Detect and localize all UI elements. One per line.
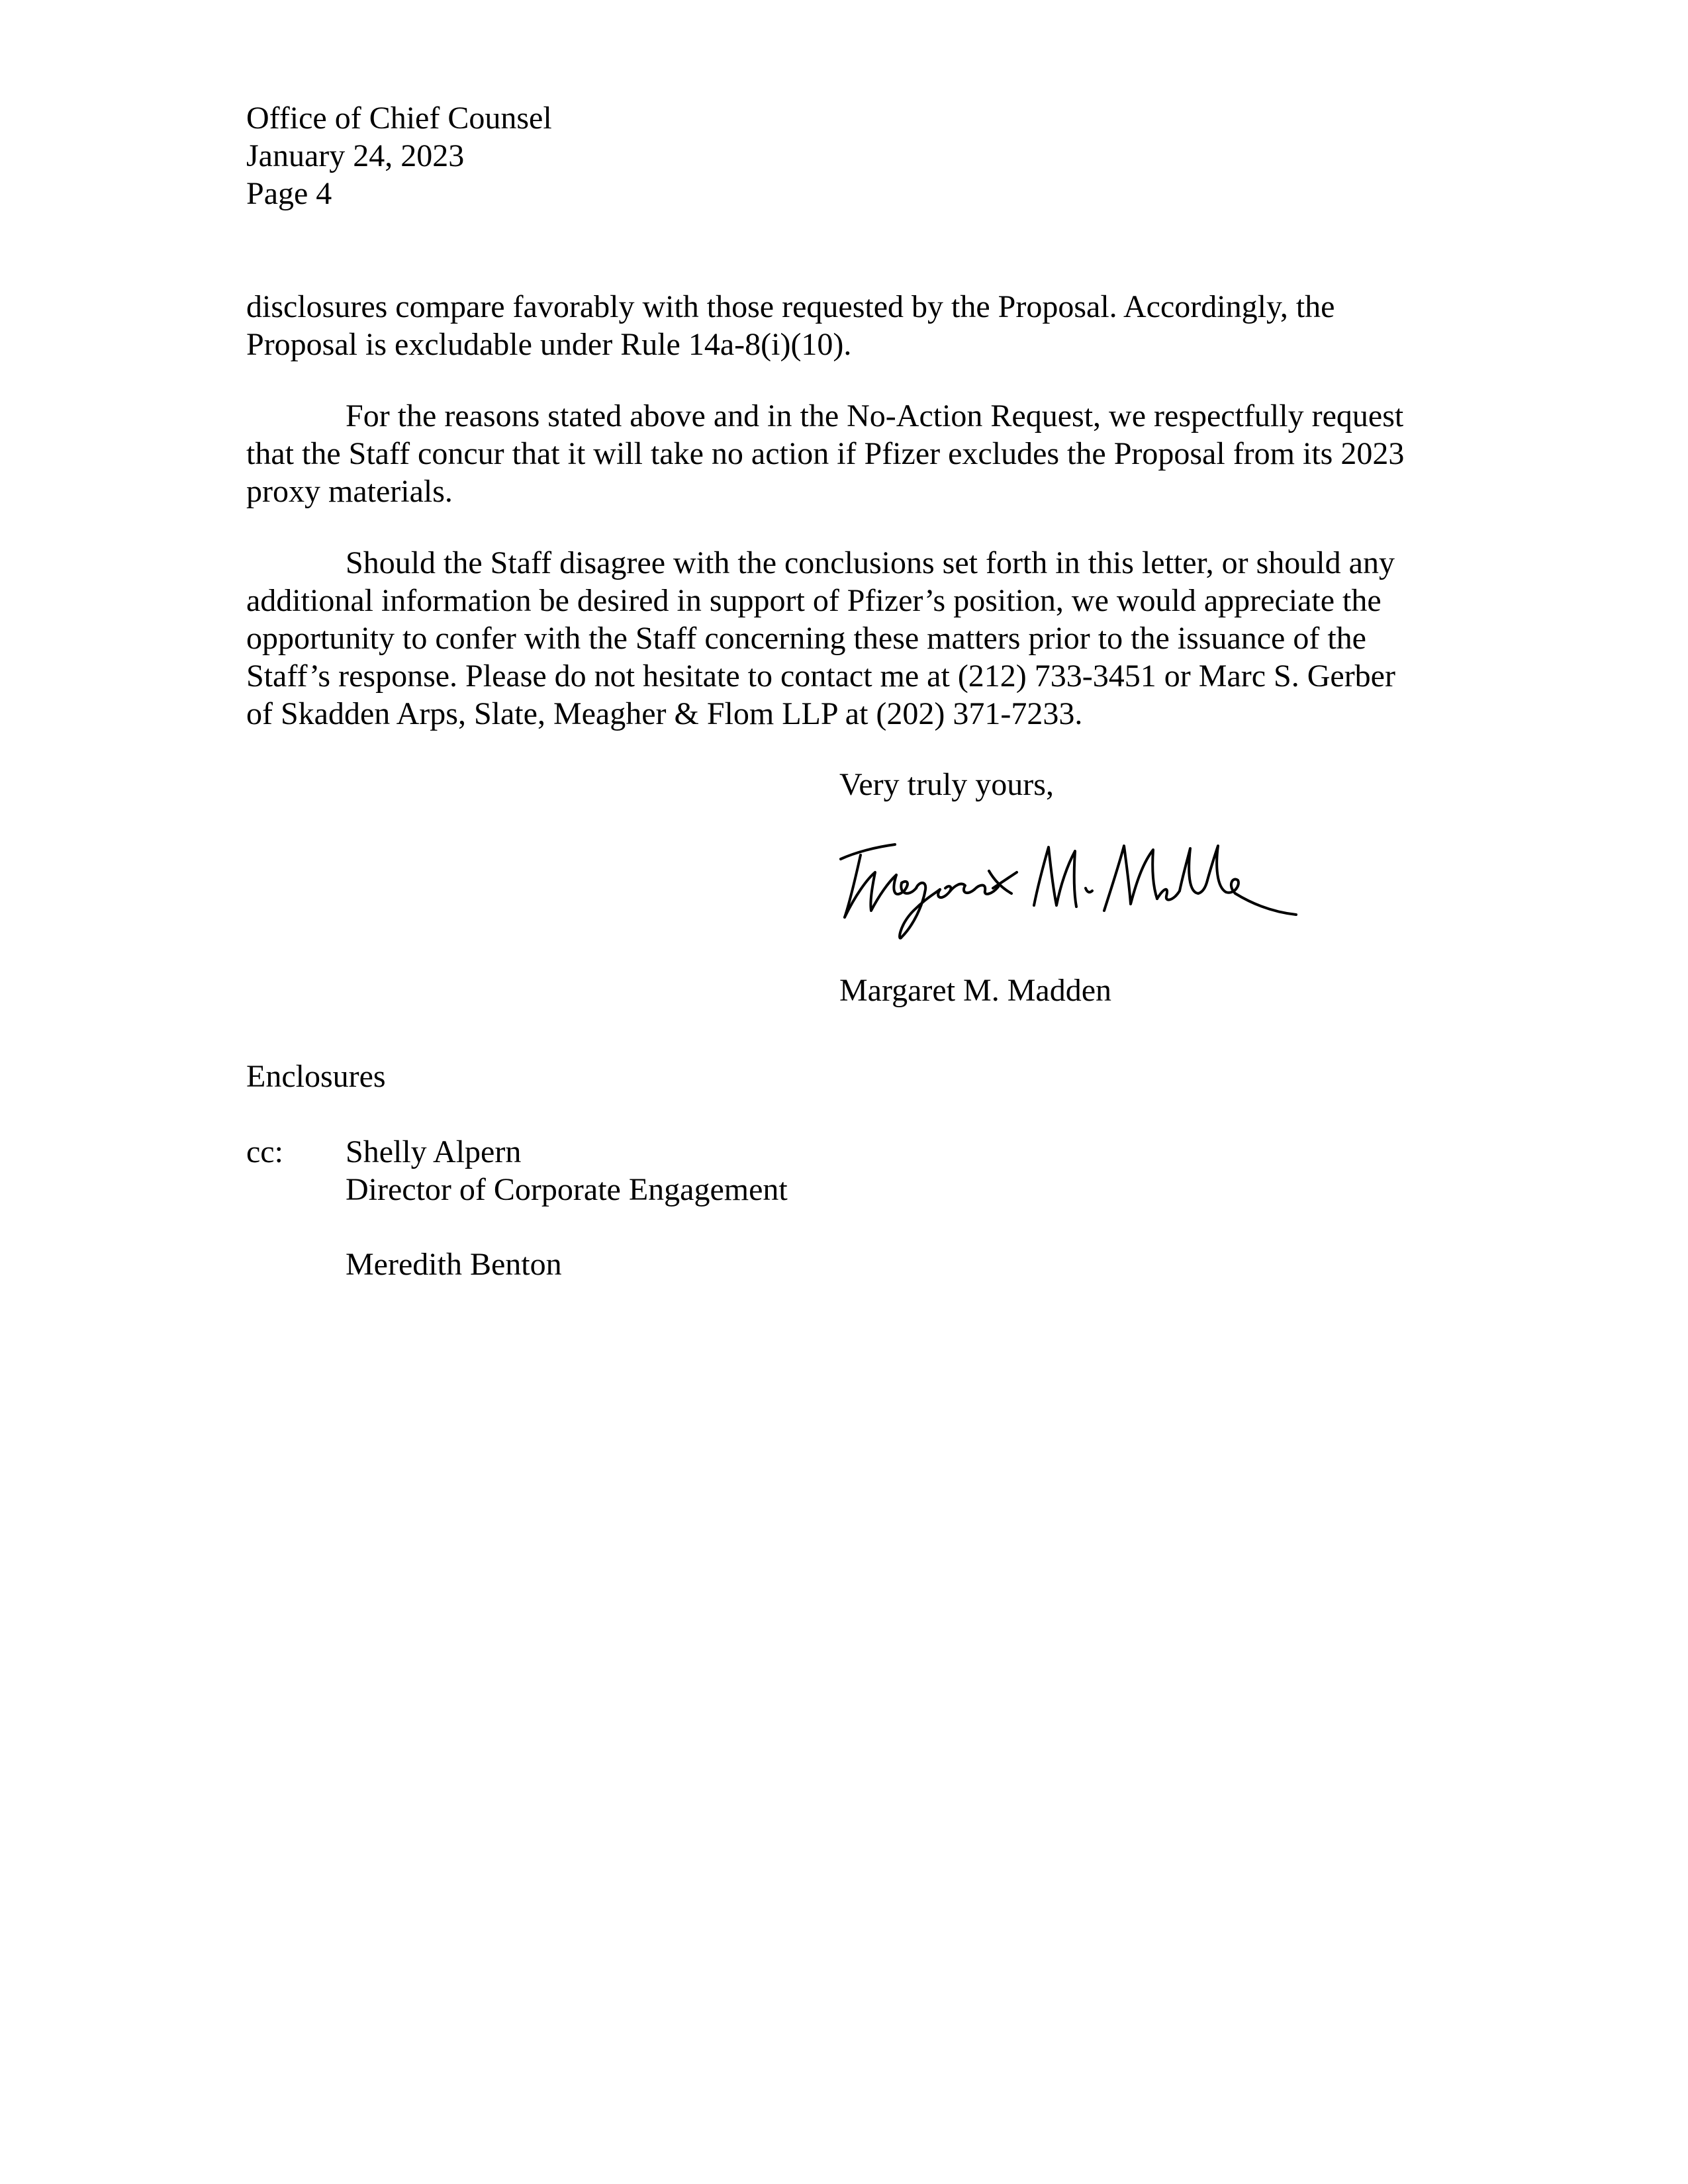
cc-label: cc: [246, 1134, 283, 1169]
paragraph-line: additional information be desired in support of Pfizer’s position, we would appreciate the [246, 583, 1382, 618]
cc-recipient-title: Director of Corporate Engagement [346, 1172, 788, 1207]
paragraph-contact [246, 544, 1464, 733]
cc-recipient-name: Shelly Alpern [346, 1134, 522, 1169]
header-page-number: Page 4 [246, 176, 332, 211]
cc-recipient [346, 1133, 788, 1208]
closing-salutation: Very truly yours, [839, 767, 1054, 802]
letter-header [246, 99, 1239, 212]
enclosures-label: Enclosures [246, 1059, 386, 1094]
paragraph-line: disclosures compare favorably with those requested by the Proposal. Accordingly, the [246, 289, 1335, 324]
paragraph-line: Should the Staff disagree with the conclusions set forth in this letter, or should any [346, 545, 1395, 580]
paragraph-request [246, 397, 1464, 510]
header-recipient: Office of Chief Counsel [246, 101, 552, 136]
signer-name: Margaret M. Madden [839, 973, 1111, 1008]
paragraph-line: that the Staff concur that it will take no action if Pfizer excludes the Proposal from its 2023 [246, 436, 1405, 471]
paragraph-line: Staff’s response. Please do not hesitate to contact me at (212) 733-3451 or Marc S. Gerber [246, 659, 1395, 694]
paragraph-line: For the reasons stated above and in the No-Action Request, we respectfully request [346, 398, 1404, 433]
paragraph-line: Proposal is excludable under Rule 14a-8(i)(10). [246, 327, 852, 362]
paragraph-line: of Skadden Arps, Slate, Meagher & Flom LLP at (202) 371-7233. [246, 696, 1083, 731]
paragraph-line: proxy materials. [246, 474, 453, 509]
header-date: January 24, 2023 [246, 138, 465, 173]
cc-recipient-name: Meredith Benton [346, 1247, 562, 1282]
paragraph-line: opportunity to confer with the Staff concerning these matters prior to the issuance of the [246, 621, 1366, 656]
cc-recipient [346, 1246, 562, 1283]
signature-image [835, 833, 1299, 948]
paragraph-conclusion [246, 288, 1464, 363]
